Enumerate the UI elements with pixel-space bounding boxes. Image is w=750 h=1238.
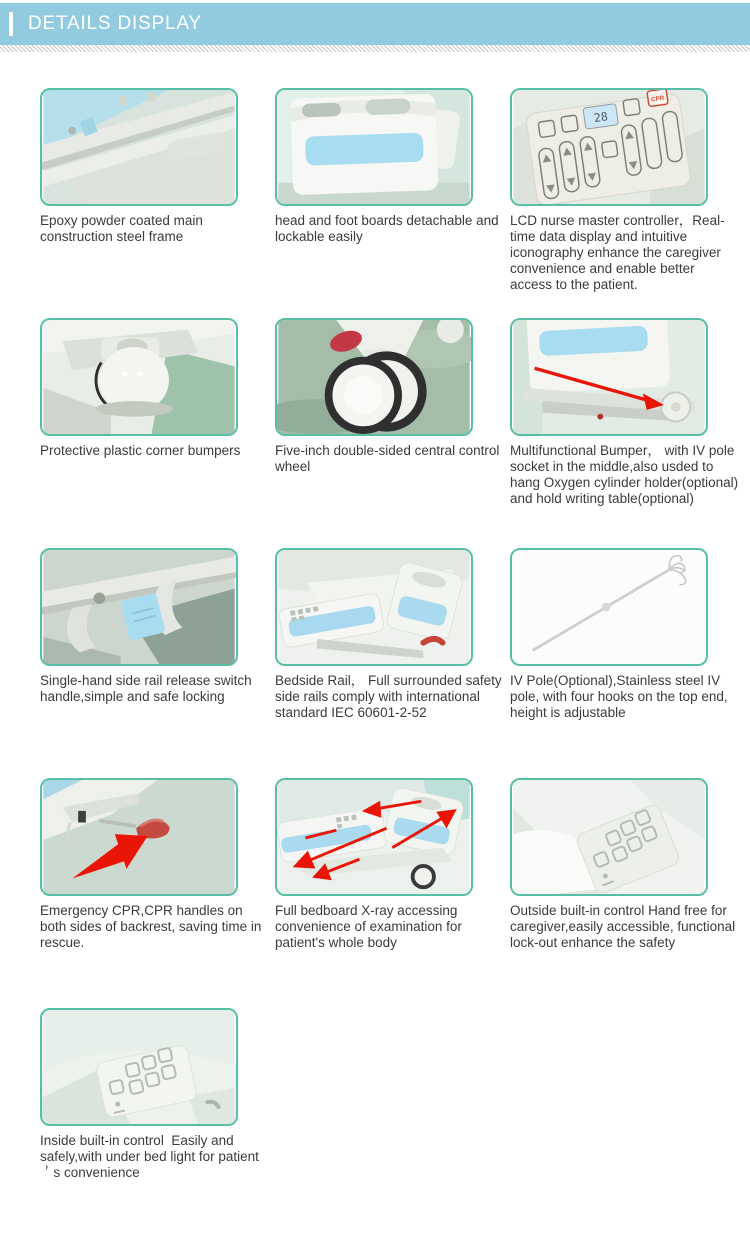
details-grid	[40, 88, 745, 1238]
xray-bedboard-photo	[275, 778, 473, 896]
steel-frame-photo	[40, 88, 238, 206]
xray-bedboard-image	[277, 780, 471, 894]
feature-card-side-rail-release	[40, 548, 275, 778]
multifunction-bumper-photo	[510, 318, 708, 436]
feature-caption: Multifunctional Bumper， with IV pole socket in the middle,also usded to hang Oxygen cylinder holder(optional) and hold writing table(optional)	[510, 443, 742, 506]
iv-pole-photo	[510, 548, 708, 666]
corner-bumpers-image	[42, 320, 236, 434]
feature-caption: IV Pole(Optional),Stainless steel IV pole, with four hooks on the top end, height is adjustable	[510, 673, 732, 720]
feature-caption: Emergency CPR,CPR handles on both sides of backrest, saving time in rescue.	[40, 903, 266, 950]
feature-caption: Inside built-in control Easily and safely,with under bed light for patient＇s convenience	[40, 1133, 259, 1180]
feature-caption: Single-hand side rail release switch handle,simple and safe locking	[40, 673, 256, 704]
feature-card-multifunction-bumper	[510, 318, 745, 548]
feature-card-steel-frame	[40, 88, 275, 318]
feature-caption: Bedside Rail， Full surrounded safety side rails comply with international standard IEC 60601-2-52	[275, 673, 506, 720]
inside-control-image	[42, 1010, 236, 1124]
red-dot	[597, 414, 603, 420]
feature-card-outside-control	[510, 778, 745, 1008]
feature-card-xray-bedboard	[275, 778, 510, 1008]
emergency-cpr-photo	[40, 778, 238, 896]
feature-card-bedside-rail	[275, 548, 510, 778]
corner-bumpers-photo	[40, 318, 238, 436]
feature-caption: Outside built-in control Hand free for caregiver,easily accessible, functional lock-out enhance the safety	[510, 903, 739, 950]
control-wheel-photo	[275, 318, 473, 436]
feature-caption: head and foot boards detachable and lockable easily	[275, 213, 503, 244]
bedside-rail-image	[277, 550, 471, 664]
header-accent-bar	[9, 12, 13, 36]
iv-pole-image	[512, 550, 706, 664]
cpr-button-label: CPR	[650, 94, 665, 104]
feature-caption: Full bedboard X-ray accessing convenience of examination for patient's whole body	[275, 903, 466, 950]
page-title: DETAILS DISPLAY	[28, 13, 202, 34]
feature-caption: Five-inch double-sided central control wheel	[275, 443, 504, 474]
feature-card-iv-pole	[510, 548, 745, 778]
side-rail-release-photo	[40, 548, 238, 666]
feature-card-head-foot-boards	[275, 88, 510, 318]
head-foot-boards-photo	[275, 88, 473, 206]
steel-frame-image	[42, 90, 236, 204]
inside-control-photo	[40, 1008, 238, 1126]
feature-card-emergency-cpr	[40, 778, 275, 1008]
control-wheel-image	[277, 320, 471, 434]
feature-card-inside-control	[40, 1008, 275, 1238]
lcd-controller-image	[512, 90, 706, 204]
outside-control-image	[512, 780, 706, 894]
emergency-cpr-image	[42, 780, 236, 894]
feature-card-control-wheel	[275, 318, 510, 548]
side-rail-release-image	[42, 550, 236, 664]
feature-caption: Protective plastic corner bumpers	[40, 443, 241, 458]
header-bar	[0, 3, 750, 45]
outside-control-photo	[510, 778, 708, 896]
feature-caption: LCD nurse master controller，Real-time data display and intuitive iconography enhance the caregiver convenience and enable better access to the patient.	[510, 213, 725, 292]
bedside-rail-photo	[275, 548, 473, 666]
dotted-divider	[0, 45, 750, 52]
feature-card-corner-bumpers	[40, 318, 275, 548]
head-foot-boards-image	[277, 90, 471, 204]
lcd-value: 28	[592, 109, 609, 126]
feature-card-lcd-controller	[510, 88, 745, 318]
multifunction-bumper-image	[512, 320, 706, 434]
lcd-controller-photo	[510, 88, 708, 206]
feature-caption: Epoxy powder coated main construction steel frame	[40, 213, 207, 244]
